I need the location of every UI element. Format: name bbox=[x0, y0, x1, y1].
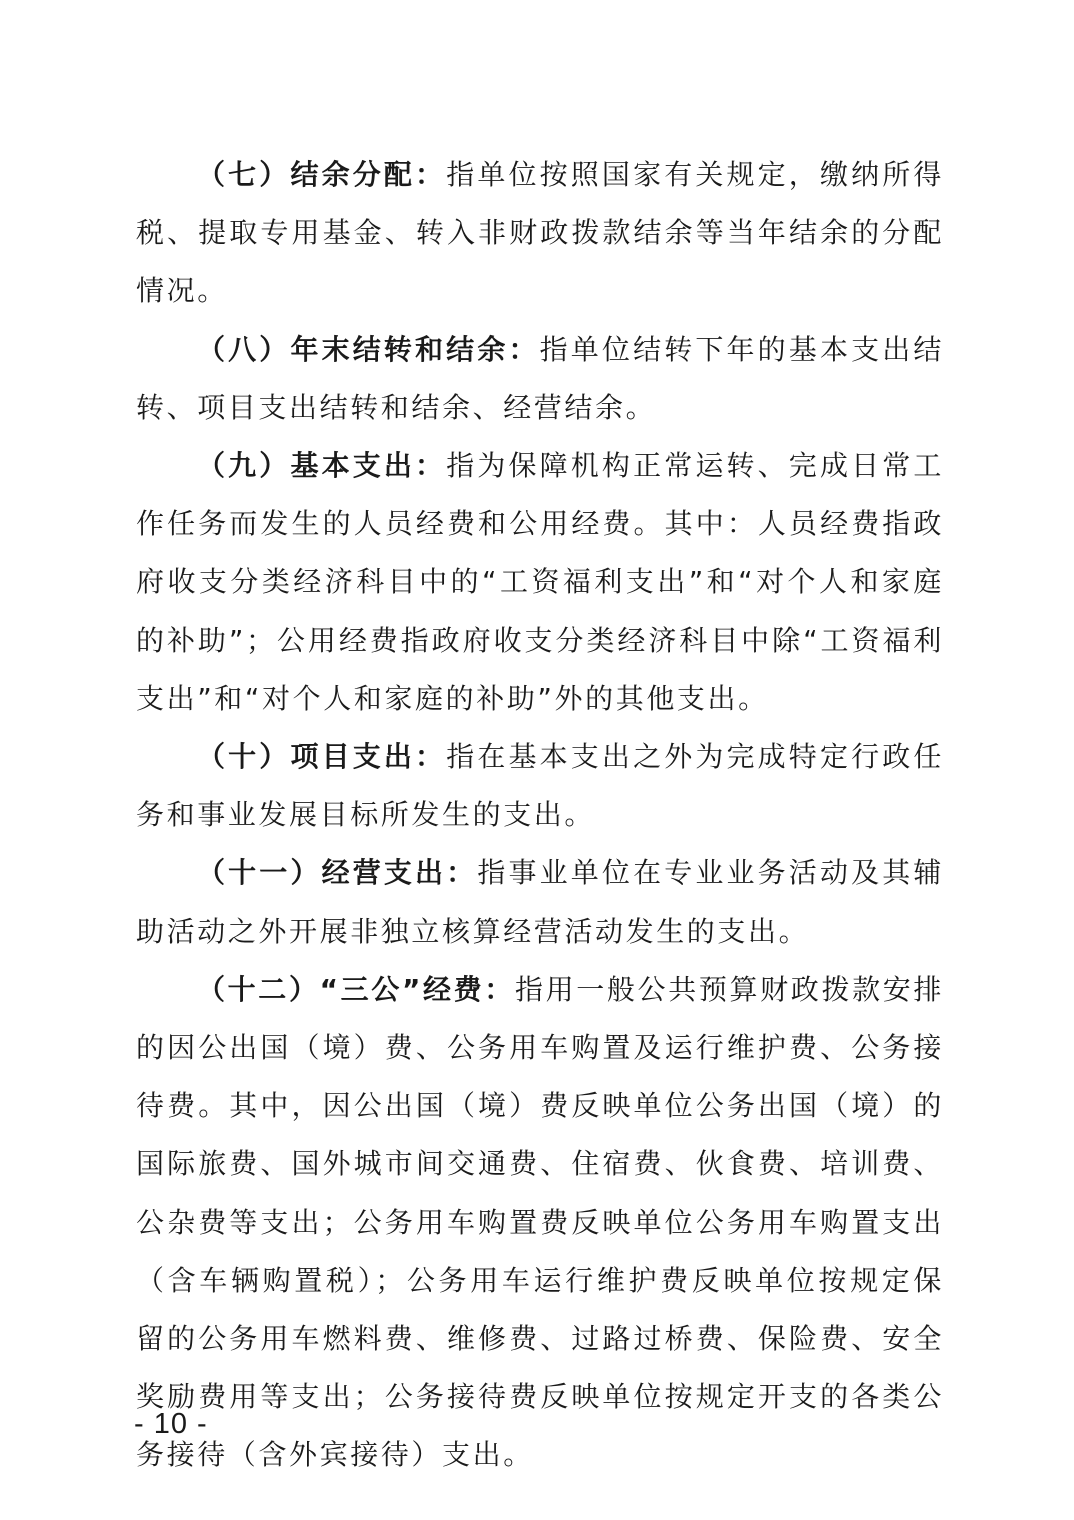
term-three-public-expenses: （十二）“三公”经费： bbox=[197, 972, 515, 1006]
definition-three-public-expenses: 指用一般公共预算财政拨款安排的因公出国（境）费、公务用车购置及运行维护费、公务接待费。其中，因公出国（境）费反映单位公务出国（境）的国际旅费、国外城市间交通费、住宿费、伙食费、培训费、公杂费等支出；公务用车购置费反映单位公务用车购置支出（含车辆购置税）；公务用车运行维护费反映单位按规定保留的公务用车燃料费、维修费、过路过桥费、保险费、安全奖励费用等支出；公务接待费反映单位按规定开支的各类公务接待（含外宾接待）支出。 bbox=[136, 972, 944, 1472]
term-year-end-carryover: （八）年末结转和结余： bbox=[197, 332, 540, 366]
term-project-expenditure: （十）项目支出： bbox=[197, 740, 447, 774]
term-basic-expenditure: （九）基本支出： bbox=[197, 449, 447, 483]
term-operating-expenditure: （十一）经营支出： bbox=[197, 856, 478, 890]
paragraph-basic-expenditure bbox=[136, 437, 944, 728]
definition-operating-expenditure: 指事业单位在专业业务活动及其辅助活动之外开展非独立核算经营活动发生的支出。 bbox=[136, 856, 944, 948]
paragraph-balance-distribution bbox=[136, 146, 944, 321]
definition-project-expenditure: 指在基本支出之外为完成特定行政任务和事业发展目标所发生的支出。 bbox=[136, 740, 944, 832]
term-balance-distribution: （七）结余分配： bbox=[197, 158, 447, 191]
document-body bbox=[136, 146, 944, 1485]
page-number: - 10 - bbox=[134, 1408, 208, 1440]
definition-year-end-carryover: 指单位结转下年的基本支出结转、项目支出结转和结余、经营结余。 bbox=[136, 332, 944, 424]
paragraph-year-end-carryover bbox=[136, 321, 944, 437]
definition-balance-distribution: 指单位按照国家有关规定，缴纳所得税、提取专用基金、转入非财政拨款结余等当年结余的分配情况。 bbox=[136, 158, 944, 308]
paragraph-operating-expenditure bbox=[136, 844, 944, 960]
paragraph-three-public-expenses bbox=[136, 961, 944, 1485]
definition-basic-expenditure: 指为保障机构正常运转、完成日常工作任务而发生的人员经费和公用经费。其中：人员经费指政府收支分类经济科目中的“工资福利支出”和“对个人和家庭的补助”；公用经费指政府收支分类经济科目中除“工资福利支出”和“对个人和家庭的补助”外的其他支出。 bbox=[136, 449, 944, 715]
paragraph-project-expenditure bbox=[136, 728, 944, 844]
